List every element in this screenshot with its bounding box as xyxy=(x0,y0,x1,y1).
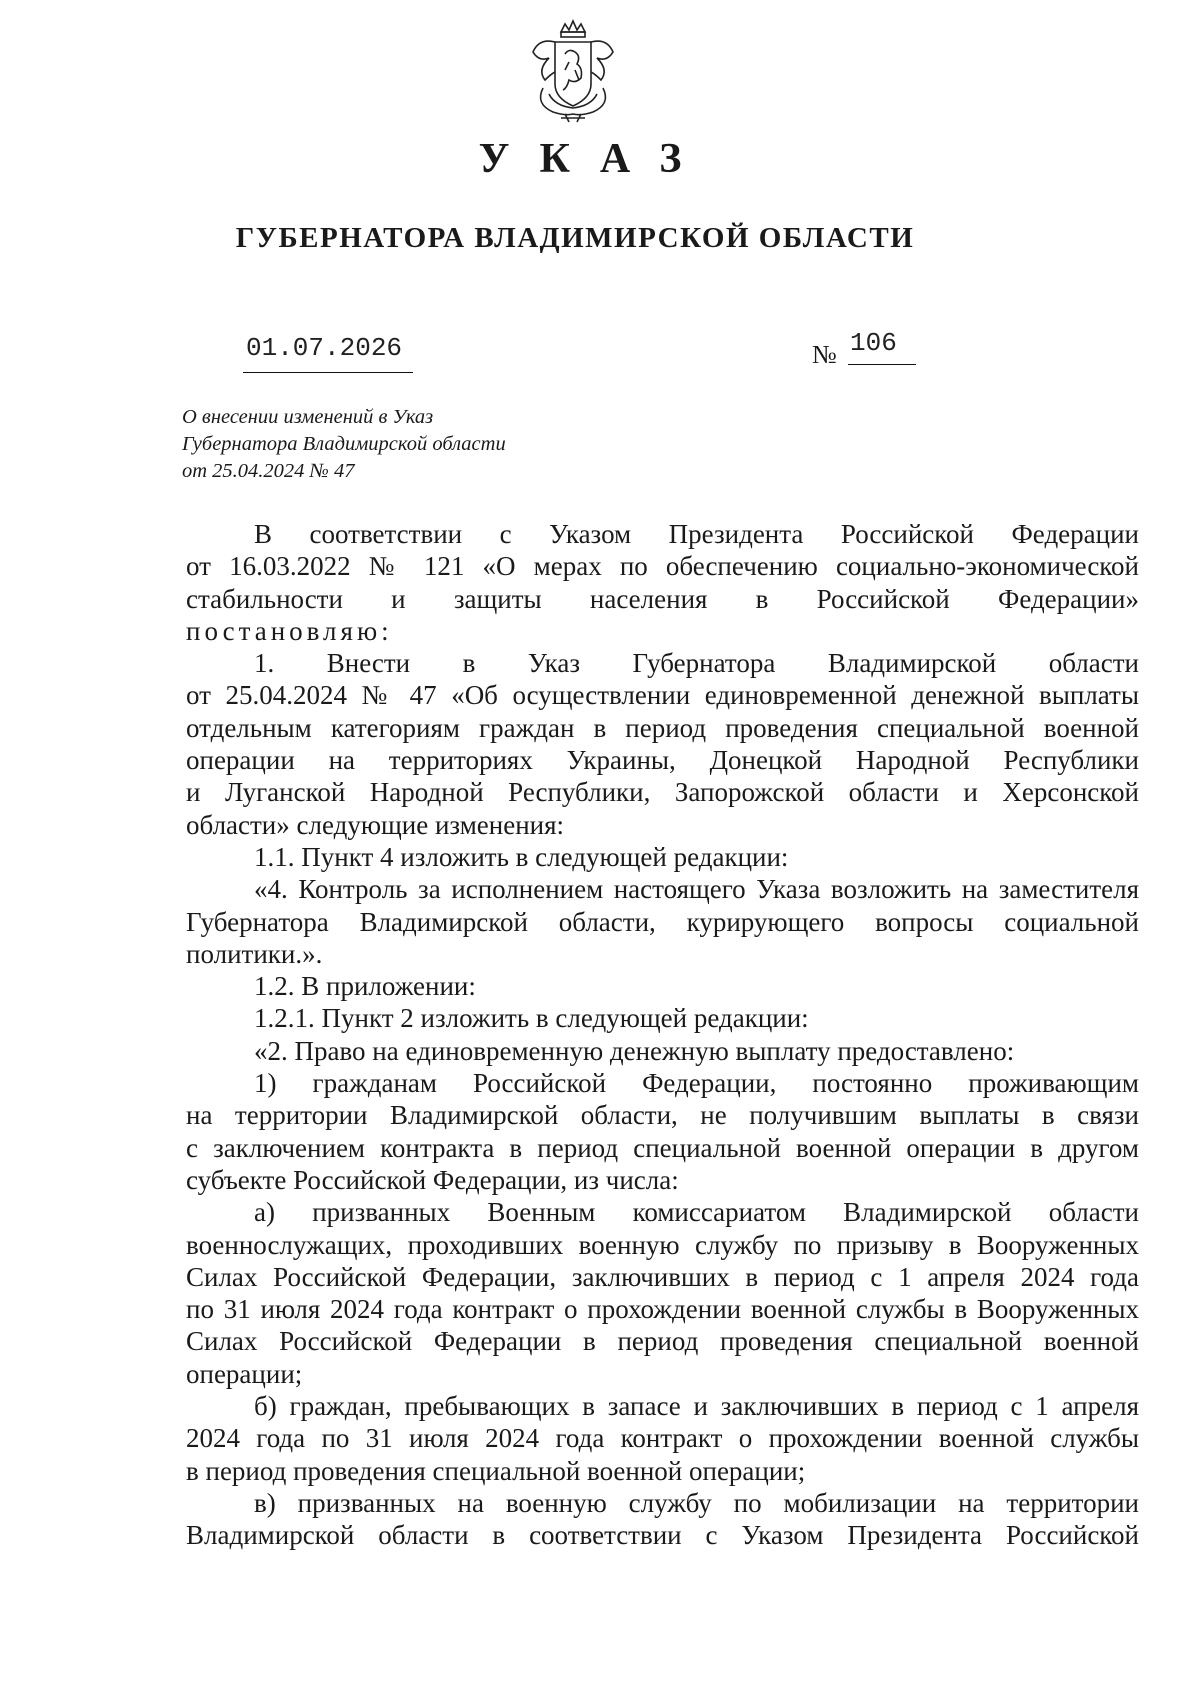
body-line: Губернатора Владимирской области, курирующего вопросы социальной xyxy=(186,906,1139,937)
body-line: военнослужащих, проходивших военную службу по призыву в Вооруженных xyxy=(186,1229,1139,1260)
body-line: в период проведения специальной военной операции; xyxy=(186,1455,806,1486)
number-underline xyxy=(848,364,916,365)
body-line: «2. Право на единовременную денежную выплату предоставлено: xyxy=(254,1035,1015,1066)
body-line: от 25.04.2024 № 47 «Об осуществлении единовременной денежной выплаты xyxy=(186,680,1139,711)
body-line: операции; xyxy=(186,1358,303,1389)
body-line: области» следующие изменения: xyxy=(186,809,565,840)
body-line: в) призванных на военную службу по мобилизации на территории xyxy=(254,1487,1139,1518)
body-line: стабильности и защиты населения в Российской Федерации» xyxy=(186,583,1139,614)
body-line: Владимирской области в соответствии с Указом Президента Российской xyxy=(186,1520,1139,1551)
body-line: 1.2.1. Пункт 2 изложить в следующей редакции: xyxy=(254,1003,809,1034)
document-date: 01.07.2026 xyxy=(246,333,403,363)
body-line: 1. Внести в Указ Губернатора Владимирской области xyxy=(254,648,1139,679)
body-line: политики.». xyxy=(186,938,323,969)
body-line: 2024 года по 31 июля 2024 года контракт о прохождении военной службы xyxy=(186,1423,1139,1454)
subject-line: Губернатора Владимирской области xyxy=(182,433,506,455)
body-line: отдельным категориям граждан в период проведения специальной военной xyxy=(186,712,1139,743)
subject-line: от 25.04.2024 № 47 xyxy=(182,460,355,482)
number-sign: № xyxy=(812,340,837,369)
document-subject xyxy=(182,404,602,485)
coat-of-arms-emblem xyxy=(525,18,621,124)
body-line: и Луганской Народной Республики, Запорожской области и Херсонской xyxy=(186,777,1139,808)
document-number: 106 xyxy=(850,328,897,358)
body-line: «4. Контроль за исполнением настоящего Указа возложить на заместителя xyxy=(254,874,1139,905)
body-line: 1.1. Пункт 4 изложить в следующей редакции: xyxy=(254,841,789,872)
body-line: Силах Российской Федерации, заключивших в период с 1 апреля 2024 года xyxy=(186,1261,1139,1292)
body-line: 1.2. В приложении: xyxy=(254,971,476,1002)
body-line: с заключением контракта в период специальной военной операции в другом xyxy=(186,1132,1139,1163)
body-line: от 16.03.2022 № 121 «О мерах по обеспечению социально-экономической xyxy=(186,551,1139,582)
body-line: 1) гражданам Российской Федерации, постоянно проживающим xyxy=(254,1068,1139,1099)
issuer-title: ГУБЕРНАТОРА ВЛАДИМИРСКОЙ ОБЛАСТИ xyxy=(235,222,915,254)
body-line-decree-word: постановляю: xyxy=(186,615,393,646)
document-title: УКАЗ xyxy=(478,136,712,182)
body-line: на территории Владимирской области, не получившим выплаты в связи xyxy=(186,1100,1139,1131)
document-body xyxy=(186,518,1139,1552)
body-line: Силах Российской Федерации в период проведения специальной военной xyxy=(186,1326,1139,1357)
body-line: операции на территориях Украины, Донецкой Народной Республики xyxy=(186,745,1139,776)
body-line: по 31 июля 2024 года контракт о прохождении военной службы в Вооруженных xyxy=(186,1294,1139,1325)
body-line: б) граждан, пребывающих в запасе и заключивших в период с 1 апреля xyxy=(254,1391,1139,1422)
date-underline xyxy=(243,372,413,373)
body-line: В соответствии с Указом Президента Российской Федерации xyxy=(254,519,1139,549)
body-line: а) призванных Военным комиссариатом Владимирской области xyxy=(254,1197,1139,1228)
body-line: субъекте Российской Федерации, из числа: xyxy=(186,1164,679,1195)
subject-line: О внесении изменений в Указ xyxy=(182,406,434,428)
